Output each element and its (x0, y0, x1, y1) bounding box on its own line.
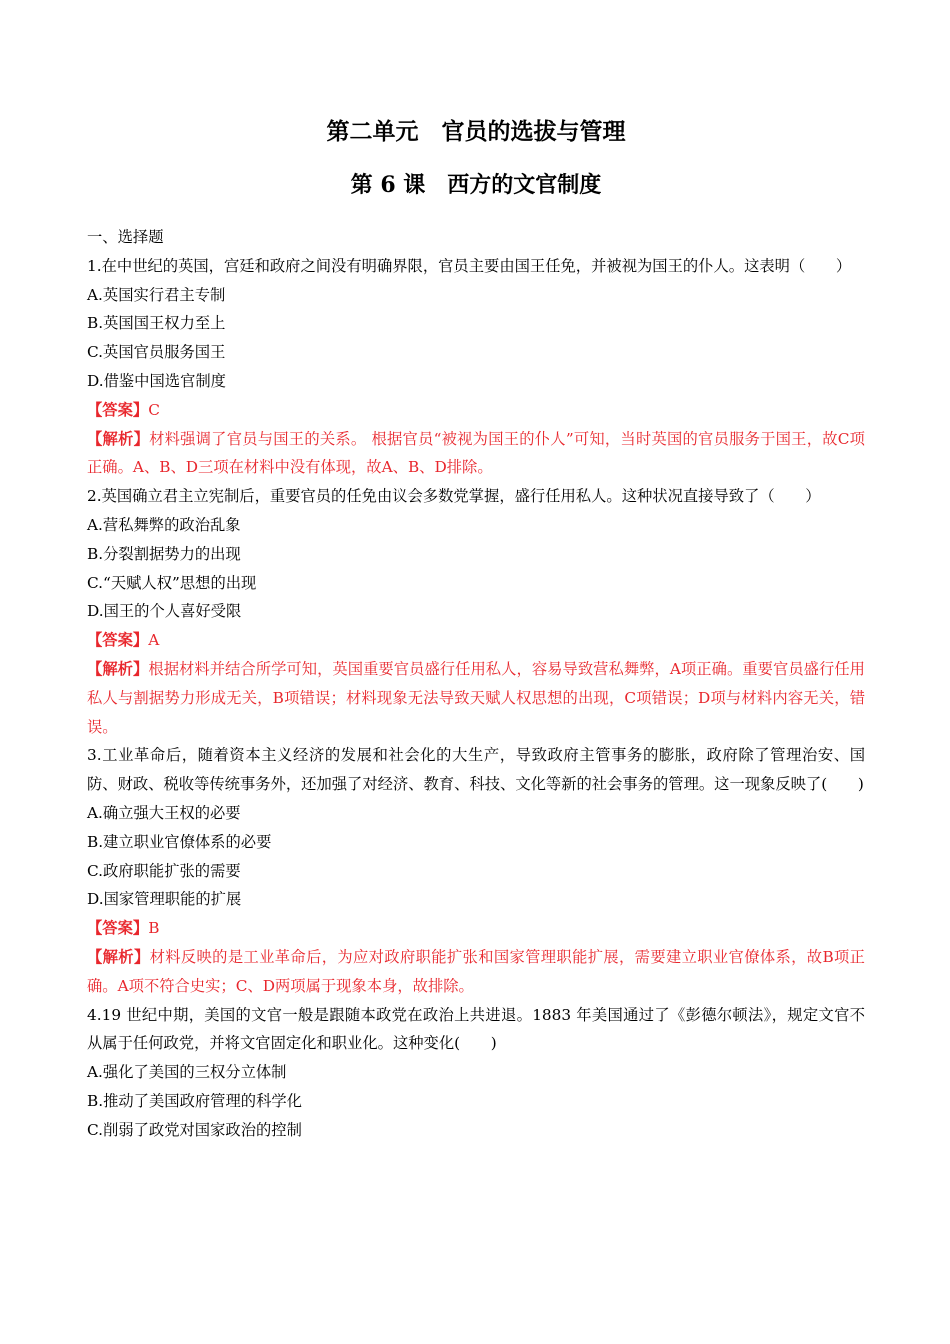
question-stem: 4.19 世纪中期，美国的文官一般是跟随本政党在政治上共进退。1883 年美国通过了《彭德尔顿法》，规定文官不从属于任何政党，并将文官固定化和职业化。这种变化( ) (87, 1005, 865, 1053)
analysis-line (87, 425, 865, 483)
answer-tag: 【答案】 (87, 400, 149, 419)
option-d: D.国王的个人喜好受限 (87, 602, 242, 621)
option-a: A.强化了美国的三权分立体制 (87, 1063, 287, 1082)
analysis-tag: 【解析】 (87, 947, 150, 966)
question-3 (87, 741, 865, 1000)
option-d: D.国家管理职能的扩展 (87, 890, 242, 909)
answer-line (87, 396, 865, 425)
lesson-title: 第 6 课 西方的文官制度 (350, 172, 602, 198)
unit-title: 第二单元 官员的选拔与管理 (326, 118, 626, 145)
document-page (87, 108, 865, 1145)
option-c: C.英国官员服务国王 (87, 343, 226, 362)
option-b: B.英国国王权力至上 (87, 314, 226, 333)
question-stem: 2.英国确立君主立宪制后，重要官员的任免由议会多数党掌握，盛行任用私人。这种状况直接导致了（ ） (87, 487, 821, 506)
analysis-text: 材料强调了官员与国王的关系。 根据官员“被视为国王的仆人”可知，当时英国的官员服务于国王，故C项正确。A、B、D三项在材料中没有体现，故A、B、D排除。 (87, 429, 865, 477)
option-a: A.营私舞弊的政治乱象 (87, 515, 241, 534)
option-a: A.确立强大王权的必要 (87, 803, 241, 822)
answer-value: B (148, 919, 160, 938)
analysis-text: 材料反映的是工业革命后，为应对政府职能扩张和国家管理职能扩展，需要建立职业官僚体系，故B项正确。A项不符合史实；C、D两项属于现象本身，故排除。 (87, 947, 865, 995)
analysis-line (87, 943, 865, 1001)
option-b: B.分裂割据势力的出现 (87, 544, 241, 563)
option-d: D.借鉴中国选官制度 (87, 371, 226, 390)
question-stem: 3.工业革命后，随着资本主义经济的发展和社会化的大生产，导致政府主管事务的膨胀，政府除了管理治安、国防、财政、税收等传统事务外，还加强了对经济、教育、科技、文化等新的社会事务的管理。这一现象反映了( ) (87, 746, 865, 794)
answer-tag: 【答案】 (87, 919, 149, 938)
option-a: A.英国实行君主专制 (87, 285, 226, 304)
answer-line (87, 914, 865, 943)
question-2 (87, 482, 865, 741)
answer-value: A (148, 631, 160, 650)
section-heading: 一、选择题 (87, 228, 164, 246)
option-c: C.政府职能扩张的需要 (87, 861, 241, 880)
option-c: C.削弱了政党对国家政治的控制 (87, 1120, 302, 1139)
analysis-line (87, 655, 865, 741)
answer-value: C (148, 400, 160, 419)
answer-tag: 【答案】 (87, 631, 149, 650)
analysis-tag: 【解析】 (87, 429, 150, 448)
analysis-tag: 【解析】 (87, 659, 149, 678)
question-list (87, 223, 865, 1145)
option-b: B.建立职业官僚体系的必要 (87, 832, 272, 851)
analysis-text: 根据材料并结合所学可知，英国重要官员盛行任用私人，容易导致营私舞弊，A项正确。重要官员盛行任用私人与割据势力形成无关，B项错误；材料现象无法导致天赋人权思想的出现，C项错误；D项与材料内容无关，错误。 (87, 659, 865, 736)
option-c: C.“天赋人权”思想的出现 (87, 573, 257, 592)
question-4 (87, 1001, 865, 1145)
question-1 (87, 252, 865, 482)
answer-line (87, 626, 865, 655)
question-stem: 1.在中世纪的英国，宫廷和政府之间没有明确界限，官员主要由国王任免，并被视为国王的仆人。这表明（ ） (87, 256, 852, 275)
option-b: B.推动了美国政府管理的科学化 (87, 1091, 302, 1110)
